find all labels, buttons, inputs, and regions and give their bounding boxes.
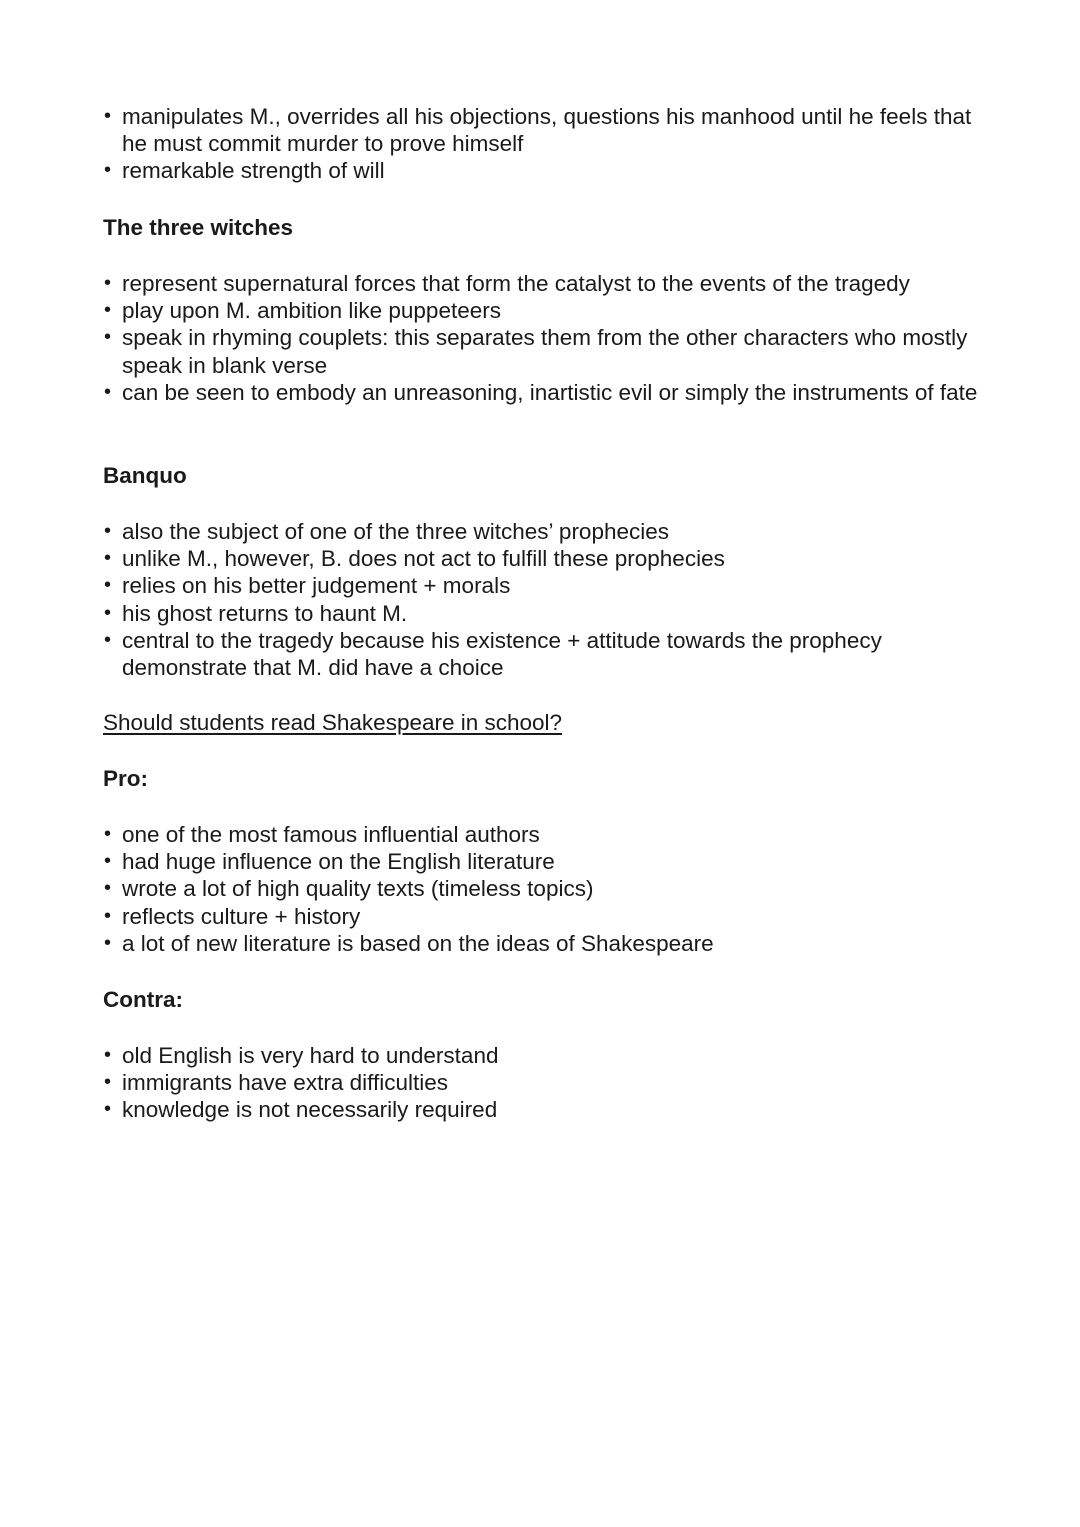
list-item: • speak in rhyming couplets: this separates them from the other characters who mostly speak in blank verse bbox=[104, 324, 994, 378]
witches-list bbox=[104, 270, 994, 406]
list-item: • unlike M., however, B. does not act to fulfill these prophecies bbox=[104, 545, 994, 572]
witches-heading: The three witches bbox=[103, 215, 294, 240]
list-item: • a lot of new literature is based on the ideas of Shakespeare bbox=[104, 930, 994, 957]
list-item: • immigrants have extra difficulties bbox=[104, 1069, 994, 1096]
list-item: • knowledge is not necessarily required bbox=[104, 1096, 994, 1123]
lady-macbeth-list bbox=[104, 103, 994, 185]
contra-list bbox=[104, 1042, 994, 1124]
list-item: • one of the most famous influential authors bbox=[104, 821, 994, 848]
list-item: • his ghost returns to haunt M. bbox=[104, 600, 994, 627]
list-item: • wrote a lot of high quality texts (timeless topics) bbox=[104, 875, 994, 902]
list-item: • had huge influence on the English literature bbox=[104, 848, 994, 875]
list-item: • play upon M. ambition like puppeteers bbox=[104, 297, 994, 324]
list-item: • reflects culture + history bbox=[104, 903, 994, 930]
list-item: • central to the tragedy because his existence + attitude towards the prophecy demonstrate that M. did have a choice bbox=[104, 627, 994, 681]
banquo-heading: Banquo bbox=[103, 463, 187, 488]
pro-heading: Pro: bbox=[103, 766, 148, 791]
debate-question: Should students read Shakespeare in school? bbox=[103, 710, 563, 735]
banquo-list bbox=[104, 518, 994, 681]
list-item: • relies on his better judgement + morals bbox=[104, 572, 994, 599]
pro-list bbox=[104, 821, 994, 957]
list-item: • can be seen to embody an unreasoning, inartistic evil or simply the instruments of fate bbox=[104, 379, 994, 406]
list-item: • also the subject of one of the three witches’ prophecies bbox=[104, 518, 994, 545]
list-item: • manipulates M., overrides all his objections, questions his manhood until he feels that he must commit murder to prove himself bbox=[104, 103, 994, 157]
list-item: • represent supernatural forces that form the catalyst to the events of the tragedy bbox=[104, 270, 994, 297]
contra-heading: Contra: bbox=[103, 987, 183, 1012]
list-item: • old English is very hard to understand bbox=[104, 1042, 994, 1069]
list-item: • remarkable strength of will bbox=[104, 157, 994, 184]
